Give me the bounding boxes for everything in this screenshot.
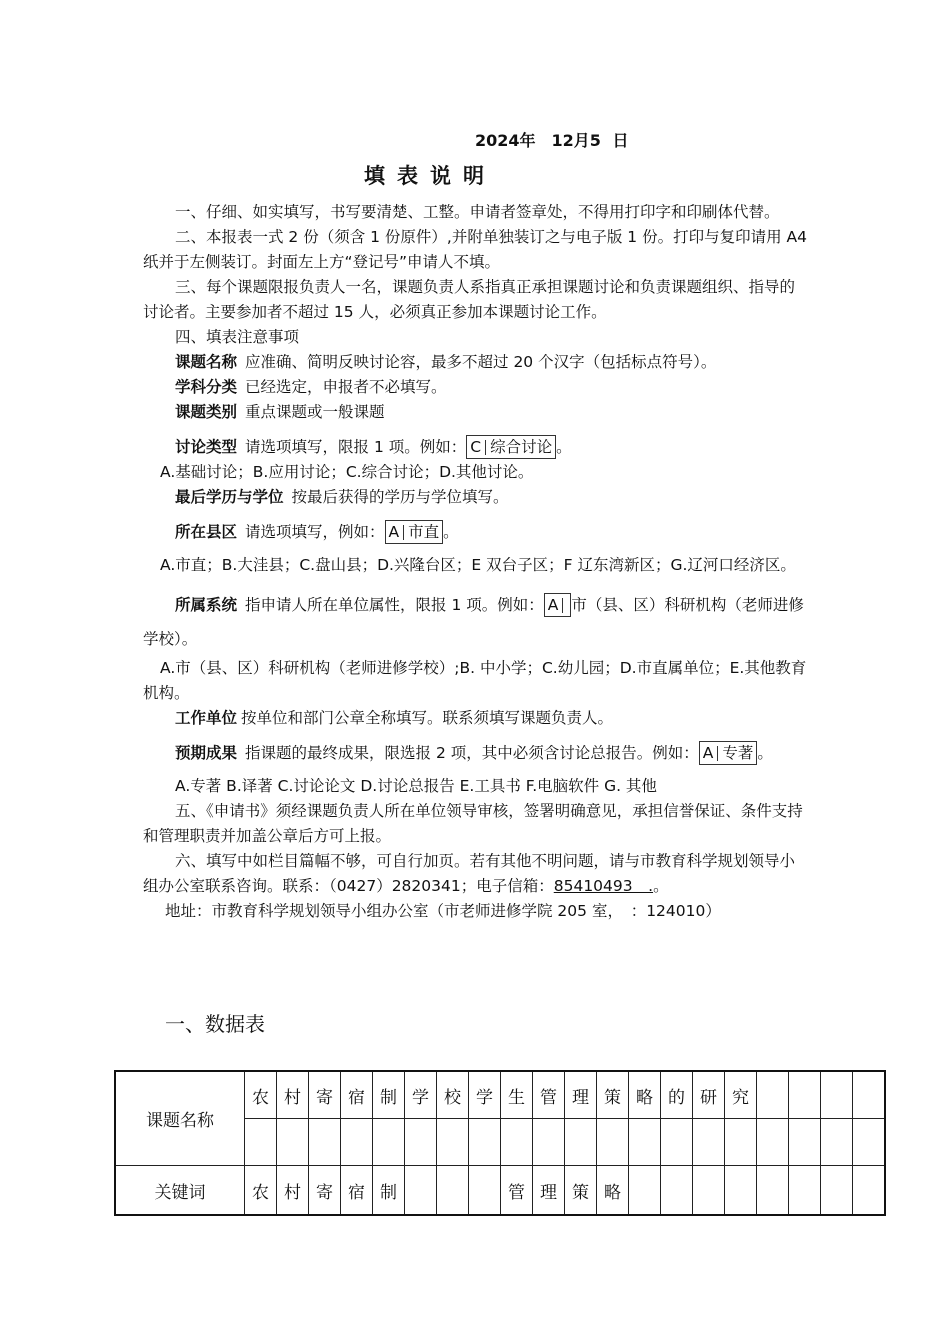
topic-name-cell[interactable]: 村 [277,1071,309,1119]
example-code: A [388,523,400,541]
note-text: 按单位和部门公章全称填写。联系须填写课题负责人。 [241,709,614,727]
topic-name-cell[interactable] [533,1119,565,1166]
instruction-6 [143,849,808,899]
note-label: 讨论类型 [175,438,238,456]
contact-email: 85410493 . [553,877,654,895]
topic-name-cell[interactable] [629,1119,661,1166]
note-label: 课题类别 [175,403,238,421]
keyword-cell[interactable]: 农 [245,1166,277,1216]
topic-name-cell[interactable] [789,1071,821,1119]
example-box [385,520,444,544]
keyword-cell[interactable] [821,1166,853,1216]
keyword-cell[interactable]: 制 [373,1166,405,1216]
instruction-1: 一、仔细、如实填写，书写要清楚、工整。申请者签章处，不得用打印字和印刷体代替。 [175,203,780,221]
example-box [544,593,572,617]
contact-address: 地址：市教育科学规划领导小组办公室（市老师进修学院 205 室， ：124010） [165,902,721,920]
example-code: C [470,438,482,456]
note-county: 所在县区 请选项填写，例如： A 市直 。 [143,520,808,545]
keyword-cell[interactable]: 管 [501,1166,533,1216]
topic-name-cell[interactable]: 寄 [309,1071,341,1119]
topic-name-cell[interactable] [661,1119,693,1166]
note-label: 工作单位 [175,709,238,727]
keyword-cell[interactable]: 略 [597,1166,629,1216]
type-options: A.基础讨论；B.应用讨论；C.综合讨论；D.其他讨论。 [160,463,534,481]
page-title: 填表说明 [364,164,496,188]
note-text: 重点课题或一般课题 [245,403,385,421]
topic-name-cell[interactable] [373,1119,405,1166]
instruction-6-end: 。 [653,877,669,895]
topic-name-cell[interactable] [725,1119,757,1166]
topic-name-cell[interactable] [405,1119,437,1166]
topic-name-cell[interactable]: 生 [501,1071,533,1119]
topic-name-cell[interactable] [821,1071,853,1119]
instruction-6-text: 六、填写中如栏目篇幅不够，可自行加页。若有其他不明问题，请与市教育科学规划领导小组办公室联系咨询。联系：（0427）2820341；电子信箱： [143,852,796,895]
keyword-cell[interactable]: 村 [277,1166,309,1216]
topic-name-cell[interactable] [469,1119,501,1166]
note-degree [143,485,808,510]
topic-name-cell[interactable]: 管 [533,1071,565,1119]
topic-name-cell[interactable] [821,1119,853,1166]
topic-name-cell[interactable]: 略 [629,1071,661,1119]
topic-name-cell[interactable]: 的 [661,1071,693,1119]
note-subject [143,375,808,400]
topic-name-cell[interactable] [597,1119,629,1166]
topic-name-cell[interactable] [245,1119,277,1166]
note-category [143,400,808,425]
note-system [143,588,808,656]
instructions [143,200,808,924]
section-title: 一、数据表 [165,1012,265,1036]
note-label: 最后学历与学位 [175,488,284,506]
result-options: A.专著 B.译著 C.讨论论文 D.讨论总报告 E.工具书 F.电脑软件 G. 其他 [175,777,657,795]
keyword-cell[interactable] [853,1166,886,1216]
note-text: 已经选定，申报者不必填写。 [245,378,447,396]
topic-name-cell[interactable]: 研 [693,1071,725,1119]
topic-name-cell[interactable] [757,1119,789,1166]
note-text: 按最后获得的学历与学位填写。 [291,488,509,506]
example-code: A [702,744,714,762]
example-code: A [547,596,559,614]
note-label: 所在县区 [175,523,238,541]
topic-name-cell[interactable] [277,1119,309,1166]
keyword-cell[interactable] [789,1166,821,1216]
note-label: 所属系统 [175,596,238,614]
note-text: 市（县、区）科研机构（老师进修学校）。 [143,596,804,648]
topic-name-cell[interactable] [565,1119,597,1166]
keyword-cell[interactable] [469,1166,501,1216]
keyword-cell[interactable]: 策 [565,1166,597,1216]
topic-name-cell[interactable]: 究 [725,1071,757,1119]
keyword-cell[interactable] [629,1166,661,1216]
keywords-label: 关键词 [115,1166,245,1216]
topic-name-cell[interactable] [341,1119,373,1166]
note-topic-name [143,350,808,375]
topic-name-cell[interactable]: 策 [597,1071,629,1119]
note-text: 指申请人所在单位属性，限报 1 项。例如： [245,596,544,614]
example-text: 专著 [722,744,754,762]
topic-name-cell[interactable] [437,1119,469,1166]
topic-name-cell[interactable] [789,1119,821,1166]
keyword-cell[interactable] [437,1166,469,1216]
table-row [115,1071,885,1119]
note-text: 请选项填写，限报 1 项。例如： [245,438,467,456]
topic-name-cell[interactable] [501,1119,533,1166]
note-text: 应准确、简明反映讨论容，最多不超过 20 个汉字（包括标点符号）。 [245,353,717,371]
data-table [114,1070,886,1216]
note-expected-result: 预期成果 指课题的最终成果，限选报 2 项，其中必须含讨论总报告。例如： A 专著 。 [143,741,808,766]
instruction-3: 三、每个课题限报负责人一名，课题负责人系指真正承担课题讨论和负责课题组织、指导的讨论者。主要参加者不超过 15 人，必须真正参加本课题讨论工作。 [143,278,796,321]
note-label: 课题名称 [175,353,238,371]
keyword-cell[interactable] [661,1166,693,1216]
topic-name-cell[interactable]: 理 [565,1071,597,1119]
instruction-4: 四、填表注意事项 [175,328,300,346]
table-row [115,1166,885,1216]
note-research-type: 讨论类型 请选项填写，限报 1 项。例如： C 综合讨论 。 [143,435,808,460]
topic-name-cell[interactable]: 宿 [341,1071,373,1119]
topic-name-cell[interactable] [853,1119,886,1166]
example-text: 市直 [408,523,440,541]
topic-name-cell[interactable] [757,1071,789,1119]
keyword-cell[interactable] [405,1166,437,1216]
topic-name-cell[interactable] [853,1071,886,1119]
instruction-2: 二、本报表一式 2 份（须含 1 份原件）,并附单独装订之与电子版 1 份。打印与复印请用 A4 纸并于左侧装订。封面左上方“登记号”申请人不填。 [143,228,807,271]
example-box [466,435,556,459]
note-text: 请选项填写，例如： [245,523,385,541]
topic-name-cell[interactable]: 制 [373,1071,405,1119]
keyword-cell[interactable] [693,1166,725,1216]
note-label: 预期成果 [175,744,238,762]
form-date: 2024年 12月5 日 [475,131,629,150]
note-work-unit [143,706,808,731]
topic-name-cell[interactable]: 农 [245,1071,277,1119]
keyword-cell[interactable] [757,1166,789,1216]
keyword-cell[interactable]: 理 [533,1166,565,1216]
note-text: 指课题的最终成果，限选报 2 项，其中必须含讨论总报告。例如： [245,744,699,762]
topic-name-cell[interactable] [693,1119,725,1166]
system-options: A.市（县、区）科研机构（老师进修学校）;B. 中小学；C.幼儿园；D.市直属单位；E.其他教育机构。 [143,659,807,702]
topic-name-cell[interactable]: 学 [469,1071,501,1119]
topic-name-cell[interactable]: 校 [437,1071,469,1119]
topic-name-cell[interactable]: 学 [405,1071,437,1119]
example-box [699,741,758,765]
example-text: 综合讨论 [490,438,553,456]
keyword-cell[interactable]: 宿 [341,1166,373,1216]
instruction-5: 五、《申请书》须经课题负责人所在单位领导审核，签署明确意见，承担信誉保证、条件支持和管理职责并加盖公章后方可上报。 [143,802,803,845]
topic-name-cell[interactable] [309,1119,341,1166]
note-label: 学科分类 [175,378,238,396]
county-options: A.市直；B.大洼县；C.盘山县；D.兴隆台区；E 双台子区；F 辽东湾新区；G.辽河口经济区。 [160,556,796,574]
topic-name-label: 课题名称 [115,1071,245,1166]
keyword-cell[interactable]: 寄 [309,1166,341,1216]
keyword-cell[interactable] [725,1166,757,1216]
